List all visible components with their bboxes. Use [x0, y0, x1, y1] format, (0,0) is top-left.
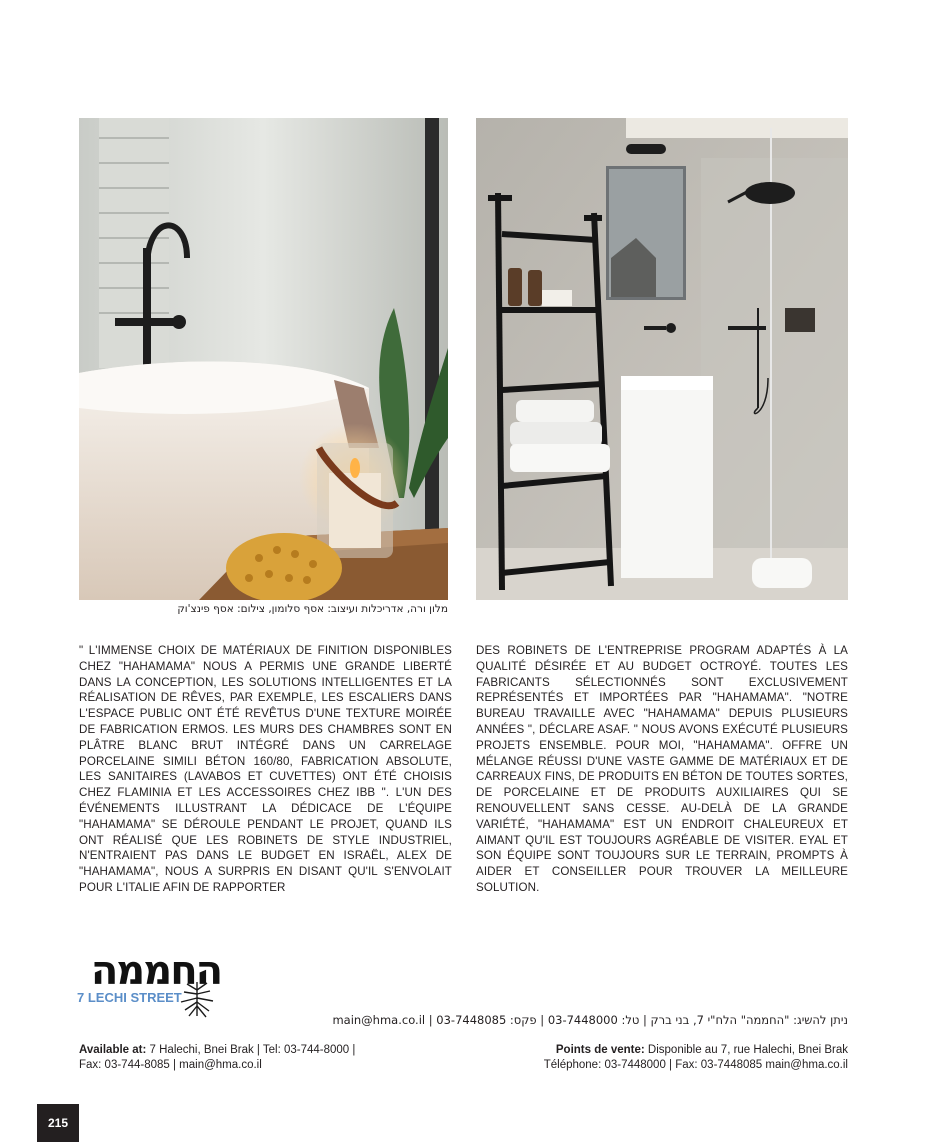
bathtub-photo	[79, 118, 448, 600]
contact-french	[544, 1043, 848, 1073]
logo-subtitle: 7 LECHI STREET	[77, 990, 182, 1005]
contact-english-line2: Fax: 03-744-8085 | main@hma.co.il	[79, 1059, 262, 1071]
photo-caption: מלון ורה, אדריכלות ועיצוב: אסף סלומון, צילום: אסף פינצ'וק	[177, 603, 448, 615]
tree-roots-icon	[179, 980, 215, 1018]
contact-english-label: Available at:	[79, 1044, 147, 1056]
contact-hebrew: ניתן להשיג: "החממה" הלח"י 7, בני ברק | טל: 03-7448000 | פקס: 03-7448085 | main@hma.co.il	[332, 1013, 848, 1027]
contact-french-line1: Disponible au 7, rue Halechi, Bnei Brak	[644, 1044, 848, 1056]
shower-room-photo	[476, 118, 848, 600]
contact-french-line2: Téléphone: 03-7448000 | Fax: 03-7448085 main@hma.co.il	[543, 1059, 848, 1071]
article-column-right: DES ROBINETS DE L'ENTREPRISE PROGRAM ADAPTÉS À LA QUALITÉ DÉSIRÉE ET AU BUDGET OCTROYÉ. TOUTES LES FABRICANTS SÉLECTIONNÉS SONT EXCLUSIVEMENT REPRÉSENTÉS ET IMPORTÉES PAR "HAHAMAMA". "NOTRE BUREAU TRAVAILLE AVEC "HAHAMAMA" DEPUIS PLUSIEURS ANNÉES ", DÉCLARE ASAF. " NOUS AVONS EXÉCUTÉ PLUSIEURS PROJETS ENSEMBLE. POUR MOI, "HAHAMAMA". OFFRE UN MÉLANGE RÉUSSI D'UNE VASTE GAMME DE MATÉRIAUX ET DE CARREAUX FINS, DE PRODUITS EN BÉTON DE TOUTES SORTES, DE PORCELAINE ET DE PRODUITS AUXILIAIRES QUI SE RENOUVELLENT SANS CESSE. AU-DELÀ DE LA GRANDE VARIÉTÉ, "HAHAMAMA" EST UN ENDROIT CHALEUREUX ET AIMANT QU'IL EST TOUJOURS AGRÉABLE DE VISITER. EYAL ET SON ÉQUIPE SONT TOUJOURS SUR LE TERRAIN, PROMPTS À AIDER ET CONSEILLER POUR TROUVER LA MEILLEURE SOLUTION.	[476, 644, 848, 894]
article-column-left: " L'IMMENSE CHOIX DE MATÉRIAUX DE FINITION DISPONIBLES CHEZ "HAHAMAMA" NOUS A PERMIS UNE GRANDE LIBERTÉ DANS LA CONCEPTION, LES SOLUTIONS INTELLIGENTES ET LA RÉALISATION DE RÊVES, PAR EXEMPLE, LES ESCALIERS DANS L'ESPACE PUBLIC ONT ÉTÉ REVÊTUS D'UNE TEXTURE MOIRÉE DE FABRICATION ERMOS. LES MURS DES CHAMBRES SONT EN PLÂTRE BLANC BRUT INTÉGRÉ DANS UN CARRELAGE PORCELAINE SIMILI BÉTON 160/80, FABRICATION ABSOLUTE, LES SANITAIRES (LAVABOS ET CUVETTES) ONT ÉTÉ CHOISIS CHEZ FLAMINIA ET LES ACCESSOIRES CHEZ IBB ". L'UN DES ÉVÉNEMENTS ILLUSTRANT LA DÉDICACE DE L'ÉQUIPE "HAHAMAMA" SE DÉROULE PENDANT LE PROJET, QUAND ILS ONT RÉALISÉ QUE LES ROBINETS DE STYLE INDUSTRIEL, N'ENTRAIENT PAS DANS LE BUDGET EN ISRAËL, ALEX DE "HAHAMAMA", NOUS A SURPRIS EN DISANT QU'IL S'ENVOLAIT POUR L'ITALIE AFIN DE RAPPORTER	[79, 644, 452, 894]
logo-title: החממה	[90, 948, 222, 994]
contact-english	[79, 1043, 355, 1073]
brand-logo	[75, 950, 237, 1020]
contact-french-label: Points de vente:	[555, 1044, 645, 1056]
page-number: 215	[37, 1104, 79, 1142]
contact-english-line1: 7 Halechi, Bnei Brak | Tel: 03-744-8000 |	[146, 1044, 356, 1056]
